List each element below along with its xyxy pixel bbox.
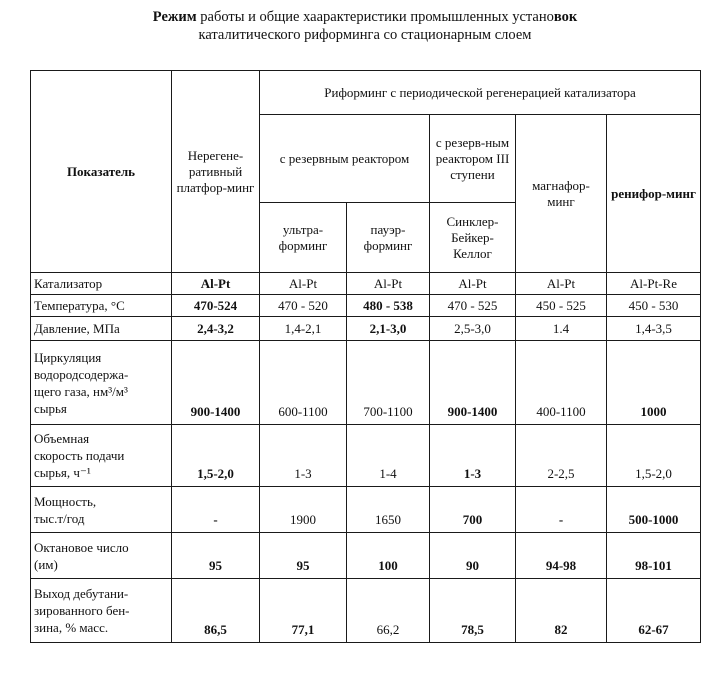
table-cell: -	[172, 487, 260, 533]
table-cell: 600-1100	[260, 341, 347, 425]
document-title	[30, 8, 700, 44]
row-label-temperature: Температура, °C	[31, 295, 172, 317]
table-cell: 86,5	[172, 579, 260, 643]
table-cell: Al-Pt	[430, 273, 516, 295]
label-line: зированного бен-	[34, 603, 130, 618]
header-sinclair: Синклер-Бейкер-Келлог	[430, 203, 516, 273]
table-cell: 470 - 520	[260, 295, 347, 317]
table-cell: 1900	[260, 487, 347, 533]
table-cell: 94-98	[516, 533, 607, 579]
label-line: зина, % масс.	[34, 620, 109, 635]
row-label-pressure: Давление, МПа	[31, 317, 172, 341]
table-cell: 700-1100	[347, 341, 430, 425]
row-label-circulation	[31, 341, 172, 425]
table-cell: 1,4-3,5	[607, 317, 701, 341]
table-cell: 480 - 538	[347, 295, 430, 317]
title-line-1	[30, 8, 700, 26]
table-row	[31, 317, 701, 341]
header-row-1	[31, 71, 701, 115]
row-label-yield	[31, 579, 172, 643]
table-cell: 2,5-3,0	[430, 317, 516, 341]
header-nonregen: Нерегене-ративный платфор-минг	[172, 71, 260, 273]
table-cell: 900-1400	[172, 341, 260, 425]
table-cell: Al-Pt	[516, 273, 607, 295]
table-row	[31, 579, 701, 643]
title-line-2: каталитического риформинга со стационарным слоем	[198, 27, 532, 43]
reforming-table	[30, 70, 701, 643]
table-cell: 1-3	[260, 425, 347, 487]
table-cell: 450 - 530	[607, 295, 701, 317]
table-cell: 95	[260, 533, 347, 579]
label-line: Выход дебутани-	[34, 586, 129, 601]
table-cell: Al-Pt	[260, 273, 347, 295]
row-label-octane	[31, 533, 172, 579]
title-text: работы и общие хаарактеристики промышленных устано	[196, 9, 554, 25]
table-cell: 500-1000	[607, 487, 701, 533]
table-row	[31, 487, 701, 533]
table-cell: 700	[430, 487, 516, 533]
header-magnaforming: магнафор-минг	[516, 115, 607, 273]
table-cell: 77,1	[260, 579, 347, 643]
title-bold-ending: вок	[553, 9, 578, 25]
title-bold-word: Режим	[152, 9, 197, 25]
header-reserve: с резервным реактором	[260, 115, 430, 203]
table-cell: 2,1-3,0	[347, 317, 430, 341]
table-cell: 1,4-2,1	[260, 317, 347, 341]
header-periodic: Риформинг с периодической регенерацией катализатора	[260, 71, 701, 115]
label-line: Объемная	[34, 431, 90, 446]
table-cell: 1.4	[516, 317, 607, 341]
label-line: скорость подачи	[34, 448, 125, 463]
label-line: тыс.т/год	[34, 510, 85, 526]
table-cell: 1650	[347, 487, 430, 533]
table-cell: 900-1400	[430, 341, 516, 425]
table-cell: 2,4-3,2	[172, 317, 260, 341]
label-line: сырья, ч⁻¹	[34, 465, 91, 480]
table-cell: 1-4	[347, 425, 430, 487]
table-cell: 98-101	[607, 533, 701, 579]
table-cell: 2-2,5	[516, 425, 607, 487]
label-line: Циркуляция	[34, 349, 102, 365]
table-row	[31, 425, 701, 487]
table-row	[31, 341, 701, 425]
label-line: (им)	[34, 556, 58, 572]
table-cell: 100	[347, 533, 430, 579]
table-row	[31, 273, 701, 295]
table-cell: 66,2	[347, 579, 430, 643]
table-row	[31, 295, 701, 317]
table-cell: -	[516, 487, 607, 533]
table-cell: 1000	[607, 341, 701, 425]
table-cell: 90	[430, 533, 516, 579]
row-label-capacity	[31, 487, 172, 533]
header-indicator: Показатель	[31, 71, 172, 273]
header-ultraforming: ультра-форминг	[260, 203, 347, 273]
header-rheniforming: ренифор-минг	[607, 115, 701, 273]
table-cell: 470 - 525	[430, 295, 516, 317]
table-cell: 95	[172, 533, 260, 579]
table-cell: 82	[516, 579, 607, 643]
label-line: водородсодержа-	[34, 366, 129, 382]
table-cell: 470-524	[172, 295, 260, 317]
table-cell: 62-67	[607, 579, 701, 643]
label-line: сырья	[34, 400, 67, 416]
label-line: Октановое число	[34, 539, 129, 555]
table-cell: 1-3	[430, 425, 516, 487]
table-cell: 78,5	[430, 579, 516, 643]
header-reserve3: с резерв-ным реактором III ступени	[430, 115, 516, 203]
table-cell: Al-Pt	[172, 273, 260, 295]
table-cell: Al-Pt-Re	[607, 273, 701, 295]
table-cell: 400-1100	[516, 341, 607, 425]
table-cell: 450 - 525	[516, 295, 607, 317]
label-line: Мощность,	[34, 493, 97, 509]
table-cell: Al-Pt	[347, 273, 430, 295]
table-cell: 1,5-2,0	[607, 425, 701, 487]
header-powerforming: пауэр-форминг	[347, 203, 430, 273]
label-line: щего газа, нм³/м³	[34, 383, 128, 399]
table-cell: 1,5-2,0	[172, 425, 260, 487]
table-row	[31, 533, 701, 579]
row-label-catalyst: Катализатор	[31, 273, 172, 295]
row-label-space-velocity	[31, 425, 172, 487]
